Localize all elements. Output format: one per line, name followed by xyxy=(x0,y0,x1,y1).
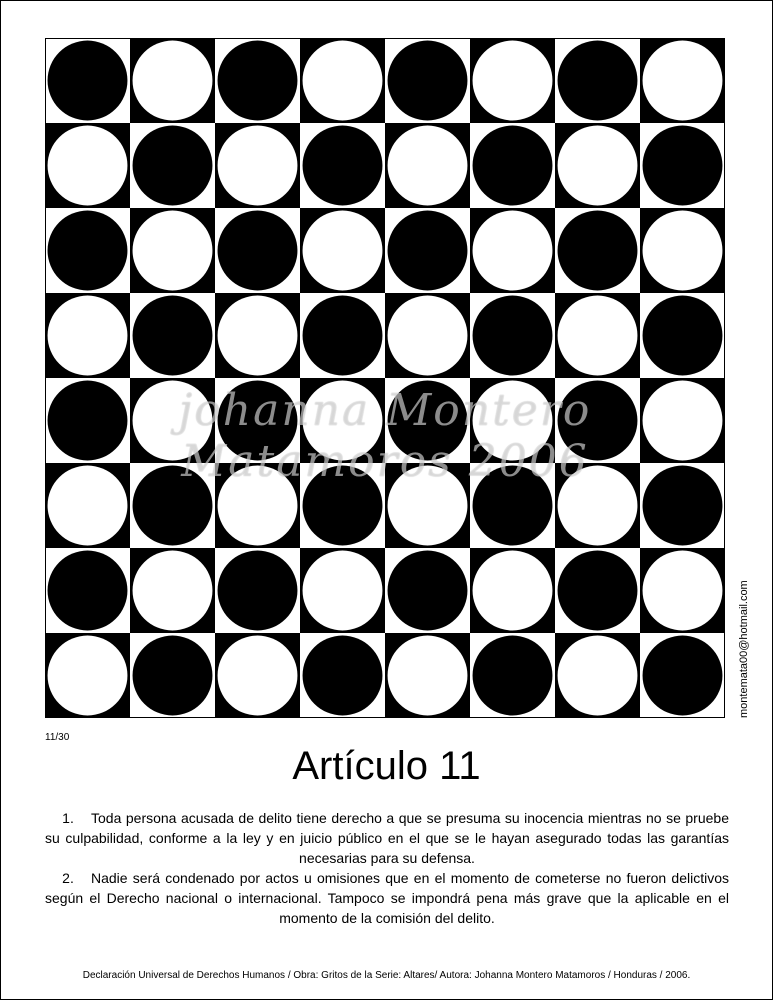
white-circle xyxy=(643,551,723,631)
white-circle xyxy=(643,41,723,121)
white-circle xyxy=(643,381,723,461)
black-circle xyxy=(303,466,383,546)
white-circle xyxy=(218,296,298,376)
black-circle xyxy=(133,466,213,546)
white-circle xyxy=(473,41,553,121)
white-circle xyxy=(473,551,553,631)
white-circle xyxy=(133,211,213,291)
white-circle xyxy=(388,636,468,716)
black-circle xyxy=(643,296,723,376)
black-circle xyxy=(388,41,468,121)
white-circle xyxy=(388,466,468,546)
page-number: 11/30 xyxy=(45,732,70,743)
black-circle xyxy=(473,636,553,716)
black-circle xyxy=(218,551,298,631)
white-circle xyxy=(558,636,638,716)
black-circle xyxy=(558,551,638,631)
white-circle xyxy=(218,466,298,546)
white-circle xyxy=(303,41,383,121)
black-circle xyxy=(643,466,723,546)
white-circle xyxy=(303,551,383,631)
white-circle xyxy=(473,381,553,461)
white-circle xyxy=(388,296,468,376)
black-circle xyxy=(473,466,553,546)
paragraph-text: Toda persona acusada de delito tiene derecho a que se presuma su inocencia mientras no se pruebe su culpabilidad, conforme a la ley y en juicio público en el que se le hayan asegurado todas las garantías necesarias para su defensa. xyxy=(45,810,729,866)
side-email: montemata00@hotmail.com xyxy=(738,580,750,718)
black-circle xyxy=(643,126,723,206)
article-paragraph-1 xyxy=(45,808,729,868)
article-paragraph-2 xyxy=(45,868,729,928)
white-circle xyxy=(48,466,128,546)
white-circle xyxy=(218,126,298,206)
black-circle xyxy=(303,296,383,376)
black-circle xyxy=(558,381,638,461)
white-circle xyxy=(133,551,213,631)
signature-watermark: johanna Montero Matamoros 2006 xyxy=(178,385,592,487)
white-circle xyxy=(643,211,723,291)
white-circle xyxy=(133,381,213,461)
paragraph-number: 1. xyxy=(62,810,74,826)
black-circle xyxy=(218,211,298,291)
black-circle xyxy=(558,211,638,291)
black-circle xyxy=(48,41,128,121)
black-circle xyxy=(473,296,553,376)
white-circle xyxy=(48,636,128,716)
white-circle xyxy=(388,126,468,206)
black-circle xyxy=(473,126,553,206)
black-circle xyxy=(643,636,723,716)
black-circle xyxy=(133,296,213,376)
black-circle xyxy=(558,41,638,121)
black-circle xyxy=(388,551,468,631)
black-circle xyxy=(48,551,128,631)
black-circle xyxy=(218,41,298,121)
white-circle xyxy=(303,381,383,461)
artwork-circle-grid xyxy=(45,38,725,718)
white-circle xyxy=(473,211,553,291)
black-circle xyxy=(218,381,298,461)
white-circle xyxy=(303,211,383,291)
black-circle xyxy=(303,636,383,716)
white-circle xyxy=(558,126,638,206)
footer-credits: Declaración Universal de Derechos Humanos / Obra: Gritos de la Serie: Altares/ Autora: Johanna Montero Matamoros / Honduras / 2006. xyxy=(82,970,691,981)
white-circle xyxy=(48,126,128,206)
black-circle xyxy=(303,126,383,206)
white-circle xyxy=(133,41,213,121)
black-circle xyxy=(388,211,468,291)
white-circle xyxy=(218,636,298,716)
white-circle xyxy=(48,296,128,376)
black-circle xyxy=(133,636,213,716)
white-circle xyxy=(558,296,638,376)
white-circle xyxy=(558,466,638,546)
article-body xyxy=(45,808,729,928)
black-circle xyxy=(133,126,213,206)
paragraph-number: 2. xyxy=(62,870,74,886)
paragraph-text: Nadie será condenado por actos u omisiones que en el momento de cometerse no fueron delictivos según el Derecho nacional o internacional. Tampoco se impondrá pena más grave que la aplicable en el momento de la comisión del delito. xyxy=(45,870,729,926)
black-circle xyxy=(388,381,468,461)
black-circle xyxy=(48,211,128,291)
black-circle xyxy=(48,381,128,461)
page-title: Artículo 11 xyxy=(292,744,481,788)
